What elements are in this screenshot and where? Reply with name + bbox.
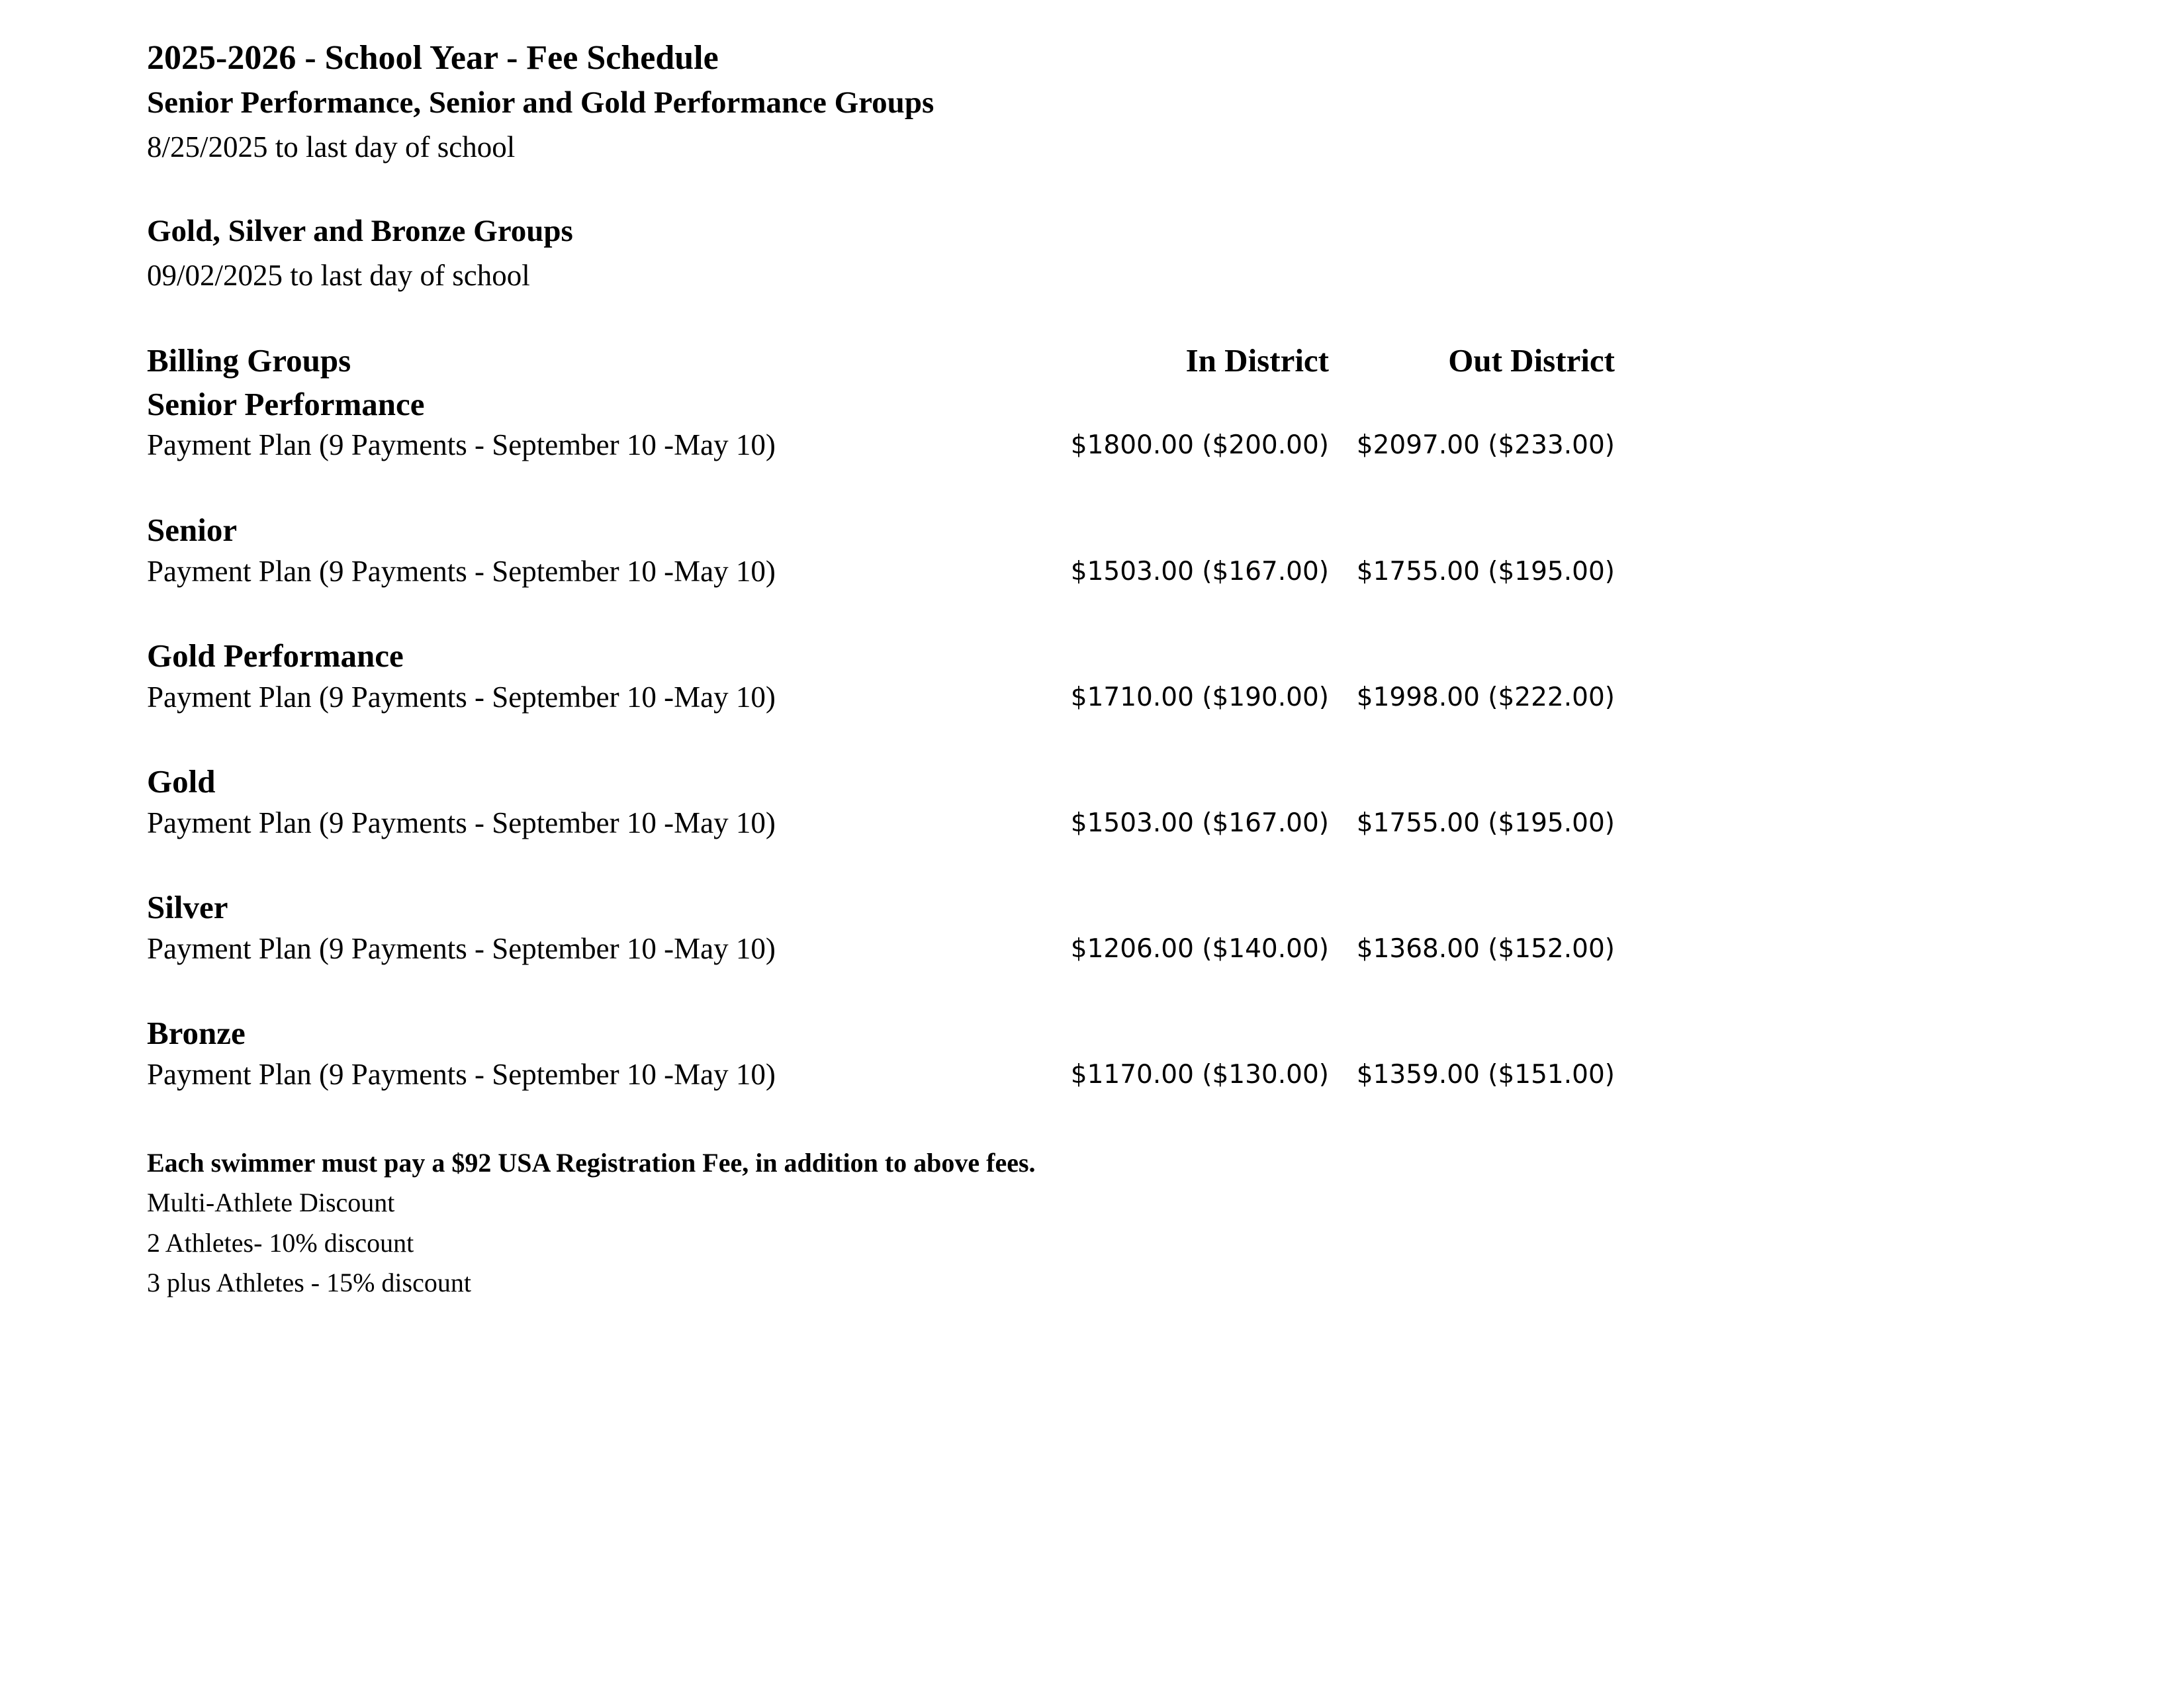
subtitle: Senior Performance, Senior and Gold Performance Groups <box>147 85 934 120</box>
out-district-fee: $1368.00 ($152.00) <box>1356 934 1615 964</box>
out-district-fee: $1359.00 ($151.00) <box>1356 1060 1615 1090</box>
out-district-fee: $1755.00 ($195.00) <box>1356 557 1615 586</box>
in-district-fee: $1170.00 ($130.00) <box>1070 1060 1329 1090</box>
subtitle-dates: 8/25/2025 to last day of school <box>147 130 516 164</box>
discount-two-athletes: 2 Athletes- 10% discount <box>147 1228 414 1258</box>
out-district-fee: $1755.00 ($195.00) <box>1356 808 1615 838</box>
discount-three-plus-athletes: 3 plus Athletes - 15% discount <box>147 1268 471 1297</box>
group-name: Senior <box>147 512 238 548</box>
in-district-fee: $1206.00 ($140.00) <box>1070 934 1329 964</box>
discount-title: Multi-Athlete Discount <box>147 1188 395 1217</box>
column-header-out-district: Out District <box>1448 342 1615 379</box>
group-name: Gold <box>147 763 216 800</box>
column-header-in-district: In District <box>1185 342 1329 379</box>
group-name: Senior Performance <box>147 386 425 422</box>
section2-title: Gold, Silver and Bronze Groups <box>147 214 573 248</box>
payment-plan-label: Payment Plan (9 Payments - September 10 -May 10) <box>147 680 776 714</box>
out-district-fee: $1998.00 ($222.00) <box>1356 682 1615 712</box>
in-district-fee: $1800.00 ($200.00) <box>1070 430 1329 460</box>
out-district-fee: $2097.00 ($233.00) <box>1356 430 1615 460</box>
payment-plan-label: Payment Plan (9 Payments - September 10 -May 10) <box>147 932 776 965</box>
group-name: Bronze <box>147 1015 246 1051</box>
payment-plan-label: Payment Plan (9 Payments - September 10 -May 10) <box>147 1058 776 1091</box>
in-district-fee: $1503.00 ($167.00) <box>1070 808 1329 838</box>
in-district-fee: $1710.00 ($190.00) <box>1070 682 1329 712</box>
payment-plan-label: Payment Plan (9 Payments - September 10 -May 10) <box>147 428 776 461</box>
in-district-fee: $1503.00 ($167.00) <box>1070 557 1329 586</box>
payment-plan-label: Payment Plan (9 Payments - September 10 -May 10) <box>147 555 776 588</box>
section2-dates: 09/02/2025 to last day of school <box>147 259 530 292</box>
registration-fee-note: Each swimmer must pay a $92 USA Registration Fee, in addition to above fees. <box>147 1148 1036 1178</box>
page-title: 2025-2026 - School Year - Fee Schedule <box>147 39 719 77</box>
group-name: Silver <box>147 889 228 925</box>
group-name: Gold Performance <box>147 637 404 674</box>
payment-plan-label: Payment Plan (9 Payments - September 10 -May 10) <box>147 806 776 839</box>
column-header-billing-groups: Billing Groups <box>147 342 351 379</box>
